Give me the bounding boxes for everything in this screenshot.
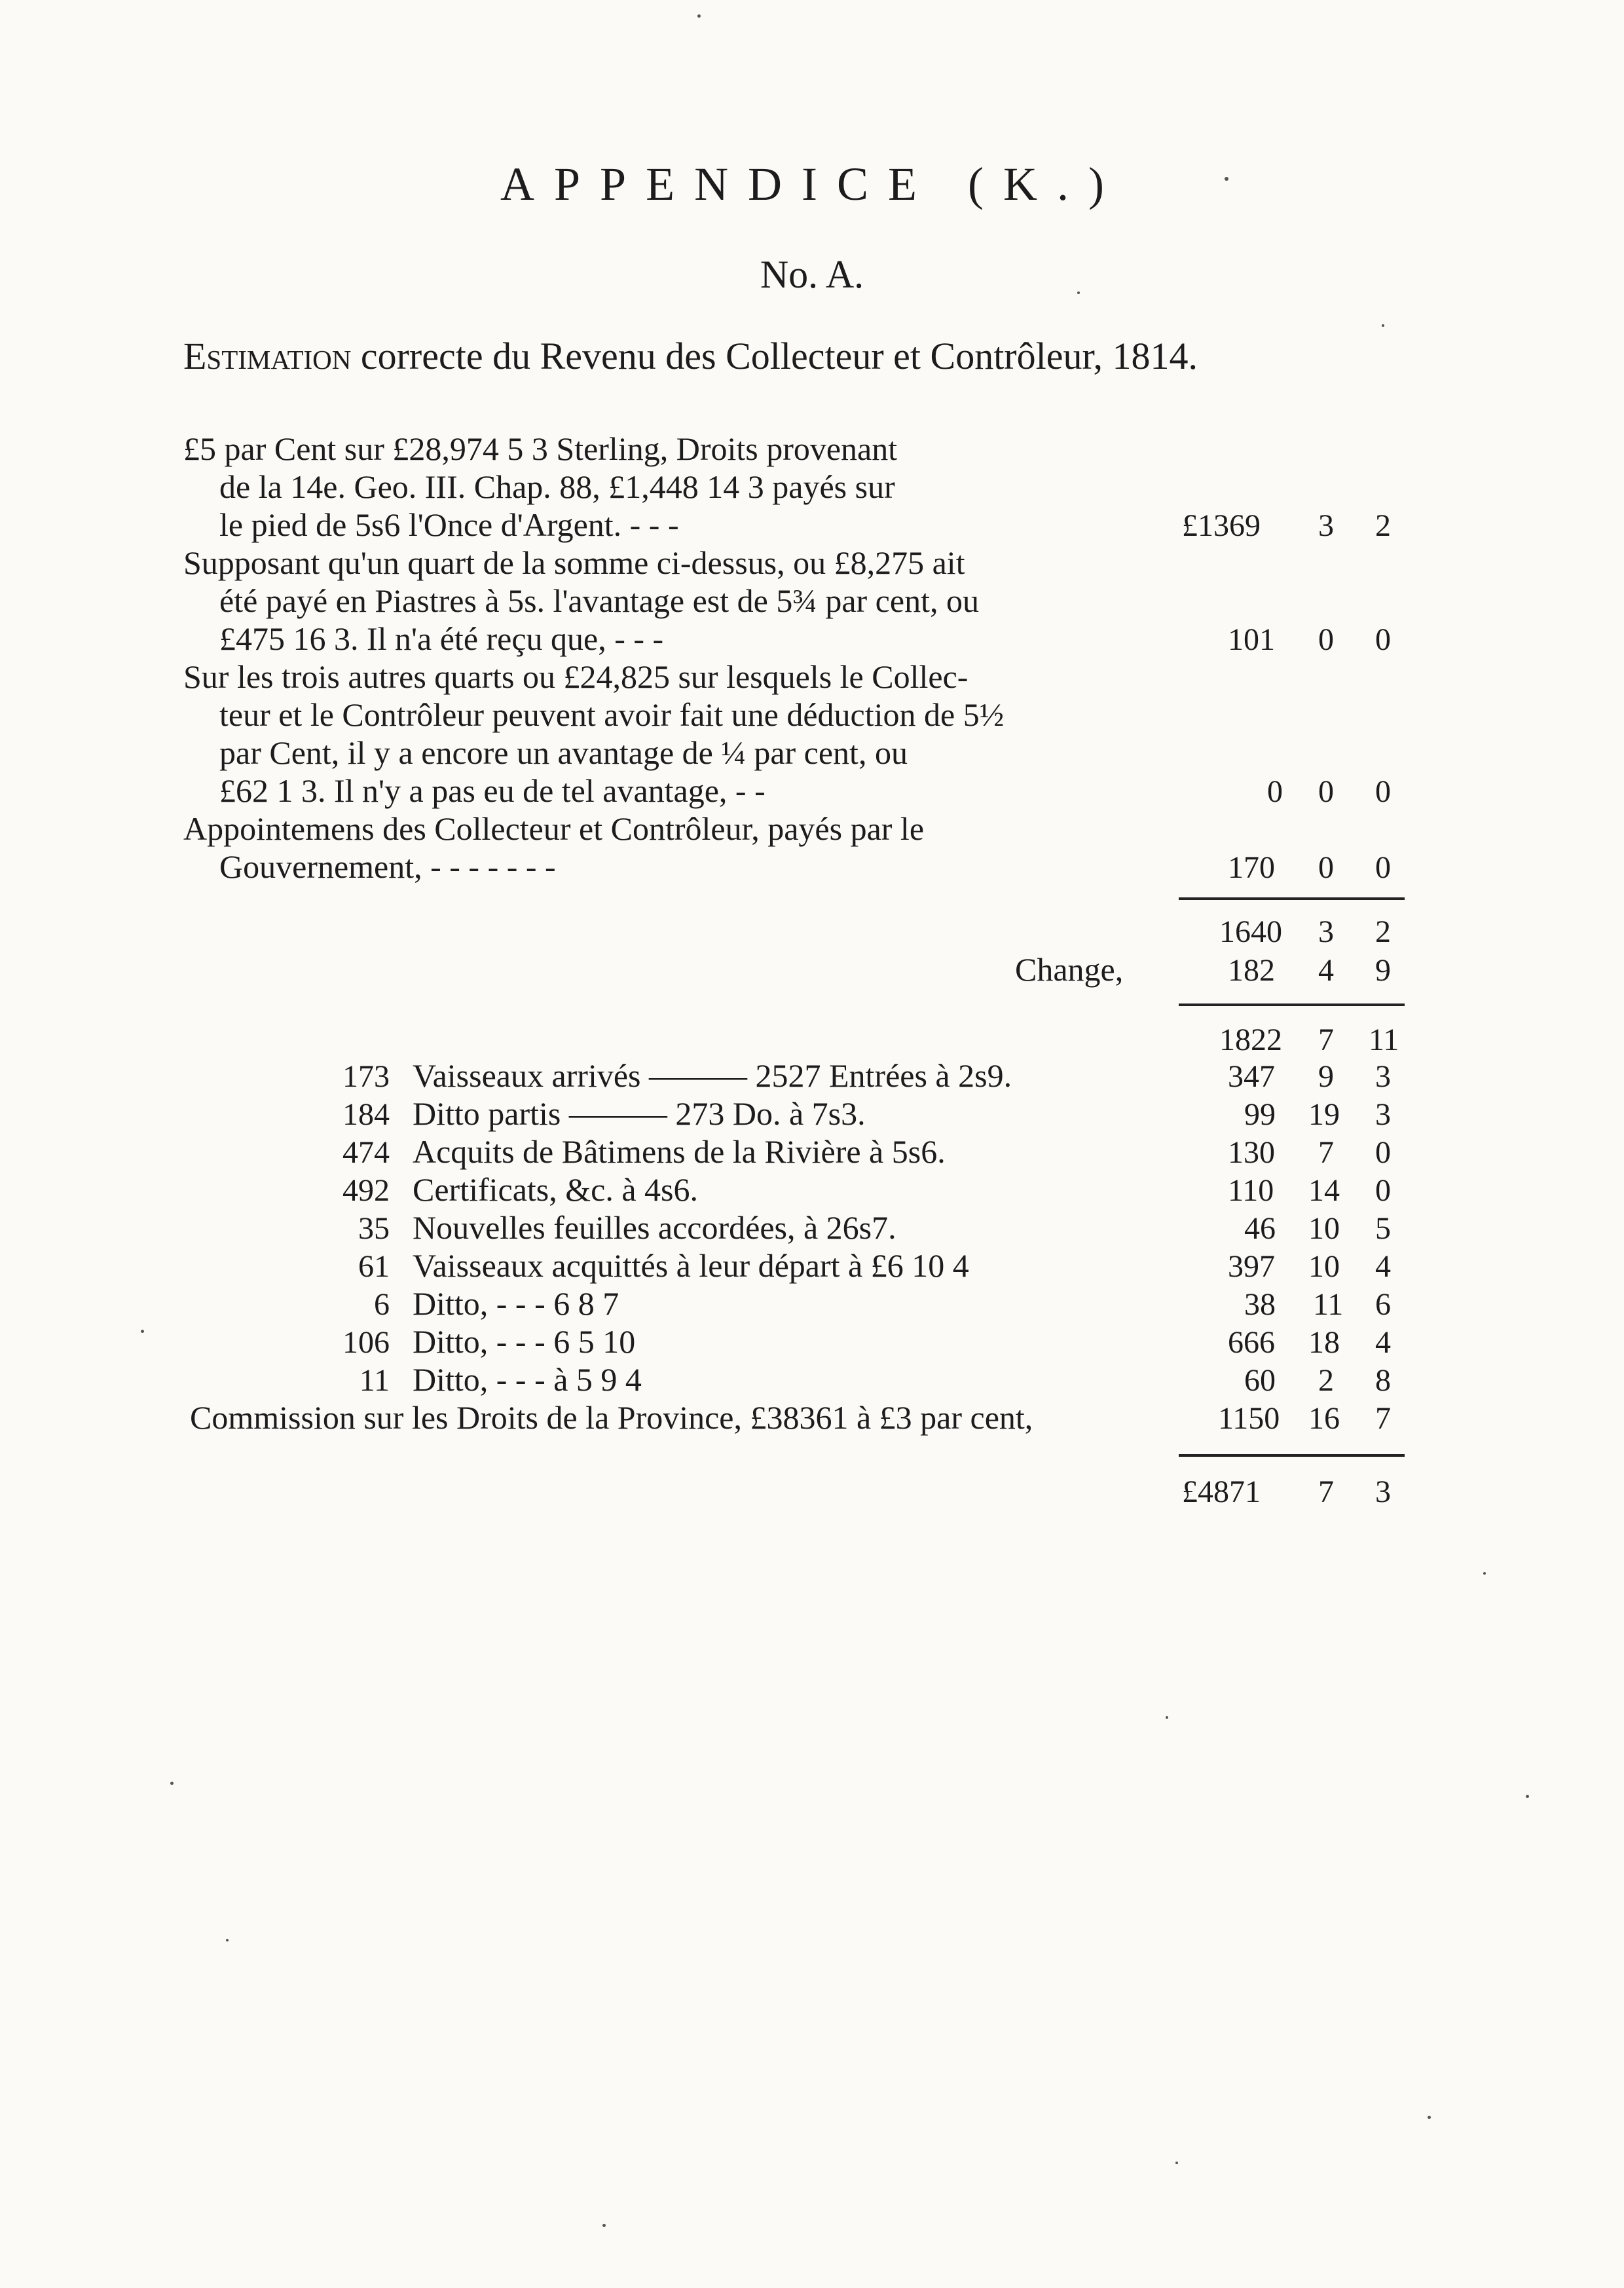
item-1-pounds: £1369: [1182, 508, 1261, 543]
subtotal-2-shillings: 7: [1318, 1022, 1334, 1057]
item-3-line-2: teur et le Contrôleur peuvent avoir fait une déduction de 5½: [219, 696, 1005, 733]
ledger-row-3-count: 474: [342, 1135, 390, 1170]
item-2-pounds: 101: [1228, 622, 1275, 657]
appendix-title: APPENDICE (K.): [500, 158, 1124, 210]
item-2-pence: 0: [1375, 622, 1391, 657]
ledger-row-8-pounds: 666: [1228, 1325, 1275, 1360]
item-1-line-3: le pied de 5s6 l'Once d'Argent. - - -: [219, 506, 679, 543]
ledger-row-2-desc: Ditto partis ——— 273 Do. à 7s3.: [413, 1095, 866, 1132]
ledger-row-2-pence: 3: [1375, 1097, 1391, 1132]
ledger-row-6-pence: 4: [1375, 1249, 1391, 1284]
commission-shillings: 16: [1308, 1401, 1340, 1436]
ledger-row-4-pence: 0: [1375, 1173, 1391, 1208]
item-4-line-1: Appointemens des Collecteur et Contrôleur, payés par le: [183, 810, 925, 847]
ledger-row-4-shillings: 14: [1308, 1173, 1340, 1208]
subtotal-2-pence: 11: [1369, 1022, 1399, 1057]
item-4-pence: 0: [1375, 850, 1391, 885]
change-pounds: 182: [1228, 953, 1275, 988]
ledger-row-3-pence: 0: [1375, 1135, 1391, 1170]
ledger-row-3-pounds: 130: [1228, 1135, 1275, 1170]
change-pence: 9: [1375, 953, 1391, 988]
item-3-line-3: par Cent, il y a encore un avantage de ¼ par cent, ou: [219, 734, 908, 771]
item-1-shillings: 3: [1318, 508, 1334, 543]
ledger-row-5-pounds: 46: [1244, 1211, 1276, 1246]
change-label: Change,: [1015, 951, 1124, 988]
ledger-row-4-pounds: 110: [1228, 1173, 1274, 1208]
total-rule: [1179, 1454, 1405, 1457]
ledger-row-1-pence: 3: [1375, 1059, 1391, 1094]
item-1-line-2: de la 14e. Geo. III. Chap. 88, £1,448 14 3 payés sur: [219, 468, 895, 505]
commission-pence: 7: [1375, 1401, 1391, 1436]
ledger-row-1-count: 173: [342, 1059, 390, 1094]
item-3-pounds: 0: [1267, 774, 1283, 809]
subtotal-2-pounds: 1822: [1219, 1022, 1282, 1057]
sum-rule-2: [1179, 1003, 1405, 1006]
item-1-pence: 2: [1375, 508, 1391, 543]
ledger-row-6-count: 61: [358, 1249, 390, 1284]
item-4-pounds: 170: [1228, 850, 1275, 885]
ledger-row-9-shillings: 2: [1318, 1363, 1334, 1398]
ledger-row-4-desc: Certificats, &c. à 4s6.: [413, 1171, 698, 1208]
item-3-pence: 0: [1375, 774, 1391, 809]
ledger-row-3-shillings: 7: [1318, 1135, 1334, 1170]
subtotal-1-pounds: 1640: [1219, 914, 1282, 949]
document-heading: [183, 334, 1198, 378]
ledger-row-8-pence: 4: [1375, 1325, 1391, 1360]
subtotal-1-pence: 2: [1375, 914, 1391, 949]
ledger-row-9-desc: Ditto, - - - à 5 9 4: [413, 1361, 642, 1398]
ledger-row-8-shillings: 18: [1308, 1325, 1340, 1360]
commission-desc: Commission sur les Droits de la Province, £38361 à £3 par cent,: [190, 1399, 1033, 1436]
commission-pounds: 1150: [1218, 1401, 1280, 1436]
ledger-row-4-count: 492: [342, 1173, 390, 1208]
ledger-row-5-pence: 5: [1375, 1211, 1391, 1246]
item-2-line-2: été payé en Piastres à 5s. l'avantage est de 5¾ par cent, ou: [219, 582, 979, 619]
item-3-line-1: Sur les trois autres quarts ou £24,825 sur lesquels le Collec-: [183, 658, 969, 695]
item-2-shillings: 0: [1318, 622, 1334, 657]
ledger-row-5-desc: Nouvelles feuilles accordées, à 26s7.: [413, 1209, 896, 1246]
ledger-row-2-pounds: 99: [1244, 1097, 1276, 1132]
ledger-row-3-desc: Acquits de Bâtimens de la Rivière à 5s6.: [413, 1133, 946, 1170]
ledger-row-5-count: 35: [358, 1211, 390, 1246]
item-2-line-1: Supposant qu'un quart de la somme ci-dessus, ou £8,275 ait: [183, 544, 965, 581]
total-shillings: 7: [1318, 1474, 1334, 1509]
ledger-row-5-shillings: 10: [1308, 1211, 1340, 1246]
ledger-row-7-shillings: 11: [1313, 1287, 1344, 1322]
item-4-shillings: 0: [1318, 850, 1334, 885]
item-4-line-2: Gouvernement, - - - - - - -: [219, 848, 556, 885]
heading-rest: correcte du Revenu des Collecteur et Contrôleur, 1814.: [351, 335, 1198, 377]
subtotal-1-shillings: 3: [1318, 914, 1334, 949]
ledger-row-7-pounds: 38: [1244, 1287, 1276, 1322]
item-2-line-3: £475 16 3. Il n'a été reçu que, - - -: [219, 620, 664, 657]
ledger-row-9-count: 11: [359, 1363, 390, 1398]
ledger-row-2-count: 184: [342, 1097, 390, 1132]
sum-rule-1: [1179, 897, 1405, 900]
change-shillings: 4: [1318, 953, 1334, 988]
ledger-row-9-pence: 8: [1375, 1363, 1391, 1398]
total-pounds: £4871: [1182, 1474, 1261, 1509]
ledger-row-7-desc: Ditto, - - - 6 8 7: [413, 1285, 619, 1322]
ledger-row-7-pence: 6: [1375, 1287, 1391, 1322]
section-number: No. A.: [760, 253, 864, 296]
ledger-row-8-desc: Ditto, - - - 6 5 10: [413, 1323, 636, 1360]
ledger-row-1-desc: Vaisseaux arrivés ——— 2527 Entrées à 2s9.: [413, 1057, 1012, 1094]
item-3-shillings: 0: [1318, 774, 1334, 809]
ledger-row-8-count: 106: [342, 1325, 390, 1360]
ledger-row-6-pounds: 397: [1228, 1249, 1275, 1284]
ledger-row-1-pounds: 347: [1228, 1059, 1275, 1094]
ledger-row-6-desc: Vaisseaux acquittés à leur départ à £6 10 4: [413, 1247, 969, 1284]
ledger-row-7-count: 6: [374, 1287, 390, 1322]
item-3-line-4: £62 1 3. Il n'y a pas eu de tel avantage, - -: [219, 772, 766, 809]
heading-smallcaps: Estimation: [183, 335, 352, 377]
ledger-row-6-shillings: 10: [1308, 1249, 1340, 1284]
total-pence: 3: [1375, 1474, 1391, 1509]
item-1-line-1: £5 par Cent sur £28,974 5 3 Sterling, Droits provenant: [183, 430, 898, 467]
ledger-row-2-shillings: 19: [1308, 1097, 1340, 1132]
ledger-row-1-shillings: 9: [1318, 1059, 1334, 1094]
ledger-row-9-pounds: 60: [1244, 1363, 1276, 1398]
